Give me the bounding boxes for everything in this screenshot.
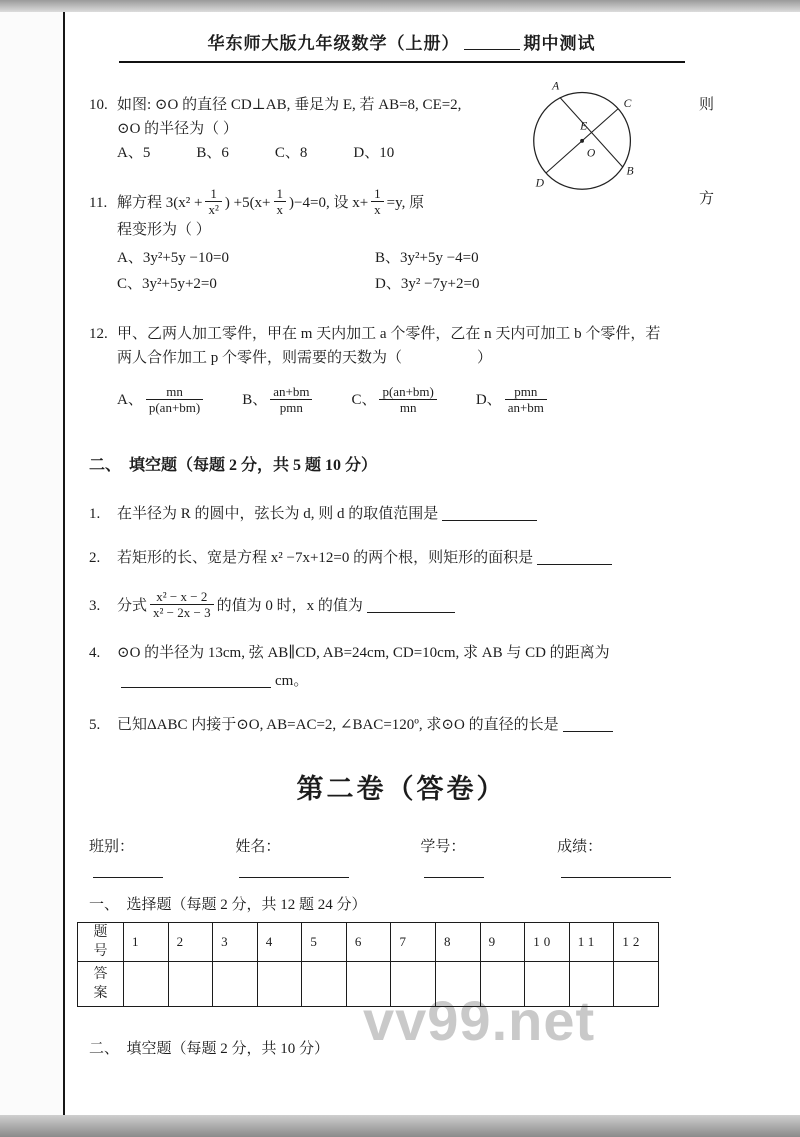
q12-option-c	[351, 385, 439, 416]
circle-geometry-svg	[526, 79, 642, 195]
fill-item-2-number: 2.	[89, 550, 101, 566]
option-label: B、	[242, 392, 268, 408]
qnum-cell: 7	[391, 923, 436, 962]
qnum-cell: 9	[480, 923, 525, 962]
q10-line1-body: 如图: ⊙O 的直径 CD⊥AB, 垂足为 E, 若 AB=8, CE=2,	[117, 97, 462, 113]
document-title	[119, 32, 685, 63]
fill-item-4-line1	[89, 641, 714, 665]
fill-item-3-line	[89, 590, 714, 621]
fraction	[379, 384, 436, 415]
q11-option-a: A、3y²+5y −10=0	[117, 250, 229, 266]
student-id-label: 学号：	[420, 839, 466, 855]
q11-number: 11.	[89, 194, 108, 211]
qnum-cell: 2	[168, 923, 213, 962]
fill-item-3-number: 3.	[89, 597, 101, 614]
blank-line	[367, 598, 455, 613]
label-C: C	[623, 97, 632, 111]
label-E: E	[580, 119, 588, 133]
answer-cell	[525, 962, 570, 1007]
qnum-cell: 3	[213, 923, 258, 962]
qnum-header-cell	[78, 923, 124, 962]
q11-option-c: C、3y²+5y+2=0	[117, 276, 217, 292]
blank-line	[442, 506, 537, 521]
fraction-numerator: pmn	[514, 383, 538, 399]
class-label: 班别：	[89, 839, 135, 855]
q12-options	[89, 380, 714, 420]
scan-margin-left	[0, 12, 63, 1115]
fraction-numerator: 1	[276, 186, 284, 201]
q11-text-1: 解方程 3(x² +	[117, 194, 203, 211]
fill-item-5	[89, 713, 714, 737]
qnum-cell: 6	[346, 923, 391, 962]
scan-edge-top	[0, 0, 800, 12]
qnum-cell: 1	[124, 923, 169, 962]
answer-cell	[124, 962, 169, 1007]
fraction-numerator: 1	[210, 186, 217, 201]
q11-text-3: )−4=0, 设 x+	[289, 194, 369, 211]
fill-in-list	[89, 502, 714, 737]
option-label: A、	[117, 392, 143, 408]
student-info-row	[89, 835, 714, 883]
fraction-denominator: x	[274, 201, 287, 217]
answer-cell	[569, 962, 614, 1007]
fraction	[150, 589, 214, 620]
name-label: 姓名：	[235, 839, 281, 855]
q10-option-d: D、10	[353, 145, 395, 161]
document-title-left: 华东师大版九年级数学（上册）	[207, 34, 460, 53]
answer-cell	[480, 962, 525, 1007]
blank-line	[563, 717, 613, 732]
fraction-denominator: x²	[205, 201, 221, 217]
class-field	[89, 835, 207, 883]
q11-option-b: B、3y²+5y −4=0	[375, 250, 479, 266]
fraction	[274, 186, 287, 217]
q10-line2: ⊙O 的半径为（ ）	[117, 121, 238, 137]
q10-option-a: A、5	[117, 145, 151, 161]
q11-text-2: ) +5(x+	[224, 194, 271, 211]
label-D: D	[535, 176, 545, 190]
answer-header-text: 答案	[93, 967, 108, 1001]
fraction-numerator: x² − x − 2	[156, 589, 208, 604]
q11-options	[89, 246, 714, 296]
q10-line1-tail: 则	[698, 97, 714, 113]
q12-option-b	[242, 385, 315, 416]
q11-line1-math	[89, 187, 424, 218]
fill-item-4-line2	[89, 669, 714, 693]
question-12	[89, 322, 714, 420]
q11-option-d: D、3y² −7y+2=0	[375, 276, 480, 292]
class-blank-line	[93, 863, 163, 878]
q12-option-d	[476, 385, 550, 416]
fill-item-2	[89, 546, 714, 570]
document-content	[65, 12, 800, 1061]
answer-header-cell	[78, 962, 124, 1007]
q11-line1-tail: 方	[698, 191, 714, 207]
label-O: O	[586, 146, 596, 160]
score-blank-line	[561, 863, 671, 878]
qnum-cell: 4	[257, 923, 302, 962]
fraction-numerator: 1	[374, 186, 381, 201]
answer-table	[77, 922, 659, 1007]
answer-cell	[168, 962, 213, 1007]
blank-line	[121, 673, 271, 688]
fraction	[505, 384, 547, 415]
fill-item-3-text-1: 分式	[117, 597, 148, 614]
qnum-cell: 8	[436, 923, 481, 962]
option-label: C、	[351, 392, 377, 408]
label-B: B	[626, 164, 634, 178]
answer-sheet-fill-section-title: 二、 填空题（每题 2 分，共 10 分）	[89, 1041, 330, 1057]
fraction-denominator: x² − 2x − 3	[150, 604, 214, 620]
watermark-text: vv99.net	[363, 989, 596, 1052]
q10-option-c: C、8	[274, 145, 308, 161]
question-number-row	[78, 923, 659, 962]
q12-line1-body: 甲、乙两人加工零件，甲在 m 天内加工 a 个零件，乙在 n 天内可加工 b 个零件，若	[117, 326, 661, 342]
fill-item-1	[89, 502, 714, 526]
blank-line	[537, 550, 612, 565]
student-id-field	[420, 835, 529, 883]
scan-edge-bottom	[0, 1115, 800, 1137]
fraction-denominator: p(an+bm)	[146, 399, 203, 415]
fill-item-4	[89, 641, 714, 693]
q12-number: 12.	[89, 326, 108, 342]
fraction-numerator: mn	[166, 383, 183, 399]
option-label: D、	[475, 392, 502, 408]
fill-in-section-title: 二、 填空题（每题 2 分，共 5 题 10 分）	[89, 457, 378, 474]
answer-cell	[391, 962, 436, 1007]
fraction-denominator: an+bm	[505, 399, 547, 415]
student-id-blank-line	[424, 863, 484, 878]
circle-diagram	[526, 79, 642, 195]
fill-item-2-text: 若矩形的长、宽是方程 x² −7x+12=0 的两个根，则矩形的面积是	[117, 550, 534, 566]
fraction-denominator: mn	[379, 399, 436, 415]
q11-line2: 程变形为（ ）	[117, 222, 211, 238]
answer-cell	[257, 962, 302, 1007]
q12-line2: 两人合作加工 p 个零件，则需要的天数为（ ）	[117, 350, 493, 366]
fill-item-5-number: 5.	[89, 717, 101, 733]
fill-item-1-text: 在半径为 R 的圆中，弦长为 d, 则 d 的取值范围是	[117, 506, 439, 522]
q10-line1-text	[89, 93, 461, 117]
fraction-denominator: pmn	[270, 399, 312, 415]
answer-cell	[213, 962, 258, 1007]
name-field	[235, 835, 392, 883]
qnum-cell: 12	[614, 923, 659, 962]
question-10	[89, 79, 714, 190]
fraction	[146, 384, 203, 415]
fraction	[205, 186, 221, 217]
answer-cell	[436, 962, 481, 1007]
fraction-denominator: x	[371, 201, 384, 217]
q12-line1	[89, 322, 714, 346]
center-O-dot	[580, 139, 584, 143]
fraction	[371, 186, 384, 217]
name-blank-line	[239, 863, 349, 878]
qnum-cell: 11	[569, 923, 614, 962]
qnum-header-text: 题号	[93, 925, 108, 959]
fill-item-4-unit: cm。	[275, 673, 309, 689]
answer-cell	[346, 962, 391, 1007]
fill-item-4-text: ⊙O 的半径为 13cm, 弦 AB∥CD, AB=24cm, CD=10cm, 求 AB 与 CD 的距离为	[117, 645, 610, 661]
answer-row	[78, 962, 659, 1007]
fill-item-3-text-2: 的值为 0 时，x 的值为	[216, 597, 363, 614]
answer-cell	[302, 962, 347, 1007]
label-A: A	[552, 79, 560, 93]
fill-item-3	[89, 590, 714, 621]
fraction-numerator: an+bm	[273, 383, 310, 399]
fill-item-5-text: 已知ΔABC 内接于⊙O, AB=AC=2, ∠BAC=120º, 求⊙O 的直径的长是	[117, 717, 559, 733]
score-field	[557, 835, 714, 883]
fraction	[270, 384, 312, 415]
document-title-right: 期中测试	[523, 34, 596, 53]
score-label: 成绩：	[557, 839, 603, 855]
document-page	[65, 12, 800, 1115]
q11-text-4: =y, 原	[386, 194, 425, 211]
q10-option-b: B、6	[196, 145, 229, 161]
fill-item-4-number: 4.	[89, 645, 101, 661]
fill-item-1-number: 1.	[89, 506, 101, 522]
answer-sheet-choice-section-title: 一、 选择题（每题 2 分，共 12 题 24 分）	[89, 897, 367, 913]
qnum-cell: 10	[525, 923, 570, 962]
answer-sheet-title: 第二卷（答卷）	[296, 774, 507, 804]
q12-option-a	[117, 385, 206, 416]
answer-cell	[614, 962, 659, 1007]
fraction-numerator: p(an+bm)	[382, 383, 434, 399]
qnum-cell: 5	[302, 923, 347, 962]
question-11	[89, 187, 714, 296]
q10-number: 10.	[89, 97, 108, 113]
title-blank-line	[464, 35, 520, 50]
